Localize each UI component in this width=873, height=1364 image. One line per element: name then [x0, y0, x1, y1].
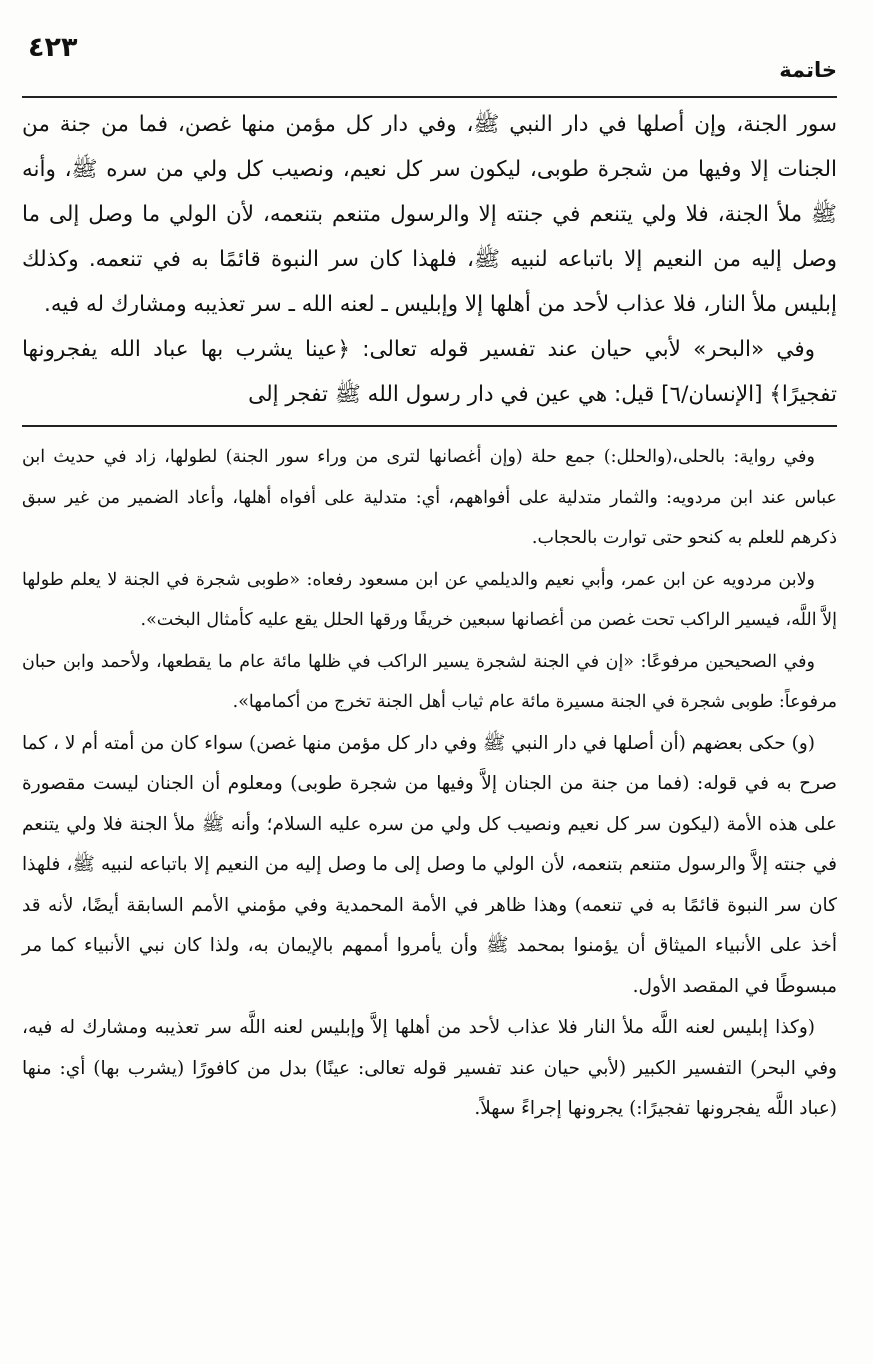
running-title: خاتمة: [779, 58, 837, 82]
commentary-paragraph: ولابن مردويه عن ابن عمر، وأبي نعيم والديلمي عن ابن مسعود رفعاه: «طوبى شجرة في الجنة لا يعلم طولها إلاَّ اللَّه، فيسير الراكب تحت غصن من أغصانها سبعين خريفًا ورقها الحلل يقع عليه كأمثال البخت».: [22, 569, 837, 630]
main-text-block: [22, 98, 837, 417]
page-number: ٤٢٣: [28, 32, 78, 63]
section-divider: [22, 425, 837, 427]
commentary-paragraph: وفي الصحيحين مرفوعًا: «إن في الجنة لشجرة يسير الراكب في ظلها مائة عام ما يقطعها، ولأحمد وابن حبان مرفوعاً: طوبى شجرة في الجنة مسيرة مائة عام ثياب أهل الجنة تخرج من أكمامها».: [22, 651, 837, 712]
commentary-block: [22, 437, 837, 1130]
commentary-paragraph: (وكذا إبليس لعنه اللَّه ملأ النار فلا عذاب لأحد من أهلها إلاَّ وإبليس لعنه اللَّه سر تعذيبه ومشارك له فيه، وفي البحر) التفسير الكبير (لأبي حيان عند تفسير قوله تعالى: عينًا) بدل من كافورًا (يشرب بها) أي: منها (عباد اللَّه يفجرونها تفجيرًا:) يجرونها إجراءً سهلاً.: [22, 1017, 837, 1119]
book-page: [22, 28, 837, 1131]
main-paragraph: سور الجنة، وإن أصلها في دار النبي ﷺ، وفي دار كل مؤمن منها غصن، فما من جنة من الجنات إلا وفيها من شجرة طوبى، ليكون سر كل نعيم، ونصيب كل ولي من سره ﷺ، وأنه ﷺ ملأ الجنة، فلا ولي يتنعم في جنته إلا والرسول متنعم بتنعمه، لأن الولي ما وصل إلى ما وصل إليه من النعيم إلا باتباعه لنبيه ﷺ، فلهذا كان سر النبوة قائمًا به في تنعمه. وكذلك إبليس ملأ النار، فلا عذاب لأحد من أهلها إلا وإبليس ـ لعنه الله ـ سر تعذيبه ومشارك له فيه.: [22, 112, 837, 317]
page-header: [22, 28, 837, 98]
commentary-paragraph: (و) حكى بعضهم (أن أصلها في دار النبي ﷺ وفي دار كل مؤمن منها غصن) سواء كان من أمته أم لا ، كما صرح به في قوله: (فما من جنة من الجنان إلاَّ وفيها من شجرة طوبى) ومعلوم أن الجنان ليست مقصورة على هذه الأمة (ليكون سر كل نعيم ونصيب كل ولي من سره عليه السلام؛ وأنه ﷺ ملأ الجنة فلا ولي يتنعم في جنته إلاَّ والرسول متنعم بتنعمه، لأن الولي ما وصل إلى ما وصل إليه من النعيم إلا باتباعه لنبيه ﷺ، فلهذا كان سر النبوة قائمًا به في تنعمه) وهذا ظاهر في الأمة المحمدية وفي مؤمني الأمم السابقة أيضًا، لأنه قد أخذ على الأنبياء الميثاق أن يؤمنوا بمحمد ﷺ وأن يأمروا أممهم بالإيمان به، ولذا كان نبي الأنبياء كما مر مبسوطًا في المقصد الأول.: [22, 732, 837, 997]
main-paragraph: وفي «البحر» لأبي حيان عند تفسير قوله تعالى: ﴿عينا يشرب بها عباد الله يفجرونها تفجيرًا﴾ [الإنسان/٦] قيل: هي عين في دار رسول الله ﷺ تفجر إلى: [22, 337, 837, 407]
commentary-paragraph: وفي رواية: بالحلى،(والحلل:) جمع حلة (وإن أغصانها لترى من وراء سور الجنة) لطولها، زاد في حديث ابن عباس عند ابن مردويه: والثمار متدلية على أفواههم، أي: متدلية على أفواه أهلها، وأعاد الضمير من غير سبق ذكرهم للعلم به كنحو حتى توارت بالحجاب.: [22, 447, 837, 548]
